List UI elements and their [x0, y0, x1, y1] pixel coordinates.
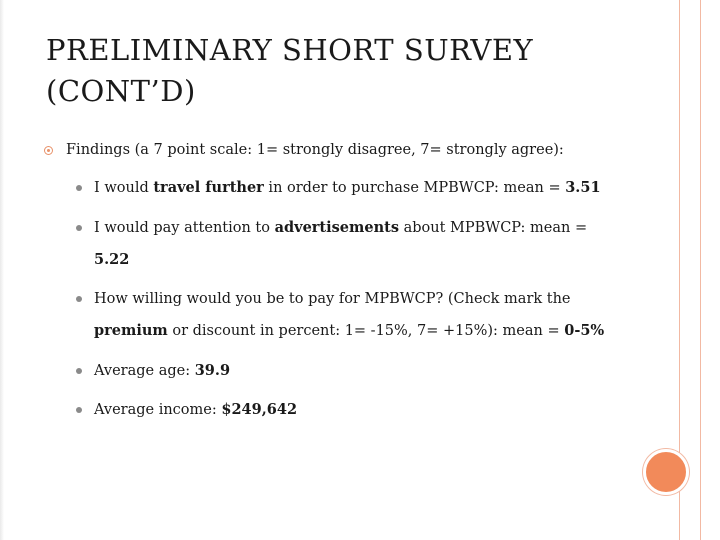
finding-text: I would pay attention to advertisements about MPBWCP: mean = 5.22: [94, 219, 588, 268]
bullet-dot-icon: [76, 296, 82, 302]
findings-intro-text: Findings (a 7 point scale: 1= strongly disagree, 7= strongly agree):: [66, 142, 564, 158]
decorative-circle: [643, 449, 689, 495]
finding-text: Average age: 39.9: [94, 362, 231, 379]
bullet-dot-icon: [76, 185, 82, 191]
title-line-2: (CONT’D): [46, 74, 196, 108]
slide-edge-shade: [0, 0, 4, 540]
circle-bullet-icon: [44, 146, 53, 155]
bullet-dot-icon: [76, 225, 82, 231]
finding-text: How willing would you be to pay for MPBWCP? (Check mark the premium or discount in percent: 1= -15%, 7= +15%): mean = 0-5%: [94, 291, 605, 339]
bullet-dot-icon: [76, 407, 82, 413]
title-line-1: PRELIMINARY SHORT SURVEY: [46, 33, 534, 67]
slide-title: [46, 30, 606, 112]
finding-text: Average income: $249,642: [94, 401, 298, 418]
finding-text: I would travel further in order to purchase MPBWCP: mean = 3.51: [94, 179, 601, 196]
bullet-dot-icon: [76, 368, 82, 374]
